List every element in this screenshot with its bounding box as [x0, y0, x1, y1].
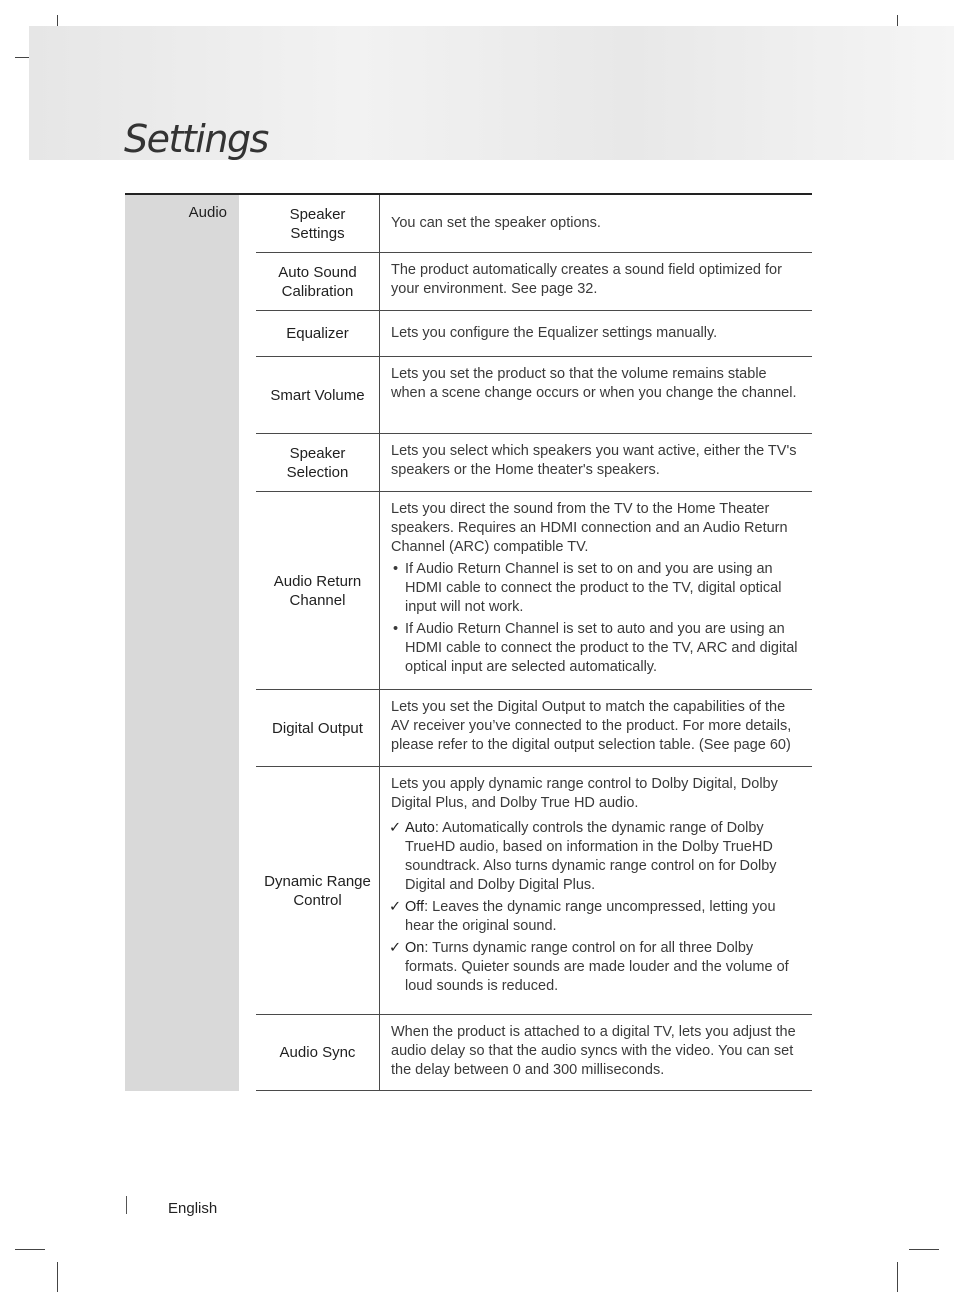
- bullet-list: [391, 560, 804, 677]
- row-description: [380, 1015, 812, 1090]
- row-description: [380, 492, 812, 689]
- row-name: Audio Return Channel: [256, 492, 380, 689]
- row-name: Speaker Selection: [256, 434, 380, 491]
- table-row: [256, 311, 812, 357]
- table-row: [256, 492, 812, 690]
- bullet-item: • If Audio Return Channel is set to auto and you are using an HDMI cable to connect the product to the TV, ARC and digital optical input are selected automatically.: [391, 620, 804, 677]
- row-name: Audio Sync: [256, 1015, 380, 1090]
- table-row: [256, 253, 812, 311]
- row-description: [380, 195, 812, 252]
- row-name: Dynamic Range Control: [256, 767, 380, 1014]
- option-list: [391, 819, 804, 996]
- section-label: Audio: [188, 204, 227, 221]
- footer-language: English: [168, 1200, 218, 1217]
- crop-mark-bottom-left-h: [15, 1249, 45, 1250]
- table-row: [256, 434, 812, 492]
- table-row: [256, 195, 812, 253]
- row-name: Equalizer: [256, 311, 380, 356]
- row-name: Speaker Settings: [256, 195, 380, 252]
- option-term: Auto: [405, 820, 435, 836]
- row-description: [380, 253, 812, 310]
- description-text: Lets you apply dynamic range control to Dolby Digital, Dolby Digital Plus, and Dolby True HD audio.: [391, 776, 778, 811]
- settings-table: [125, 193, 812, 1091]
- option-term: Off: [405, 899, 425, 915]
- description-text: Lets you select which speakers you want active, either the TV's speakers or the Home theater's speakers.: [391, 443, 797, 478]
- option-item-off: [391, 898, 804, 936]
- row-name: Smart Volume: [256, 357, 380, 433]
- crop-mark-bottom-left-v: [57, 1262, 58, 1292]
- description-text: Lets you configure the Equalizer settings manually.: [391, 324, 718, 341]
- description-text: Lets you set the Digital Output to match the capabilities of the AV receiver you’ve connected to the product. For more details, please refer to the digital output selection table. (See page 60): [391, 699, 792, 753]
- option-item-on: [391, 939, 804, 996]
- option-text: : Automatically controls the dynamic range of Dolby TrueHD audio, based on information in the Dolby TrueHD soundtrack. Also turns dynamic range control on for Dolby Digital and Dolby Digital Plus.: [405, 820, 777, 893]
- row-name: Auto Sound Calibration: [256, 253, 380, 310]
- bullet-item: • If Audio Return Channel is set to on and you are using an HDMI cable to connect the product to the TV, digital optical input will not work.: [391, 560, 804, 617]
- table-row: [256, 1015, 812, 1090]
- column-gap: [239, 195, 256, 1091]
- option-text: : Turns dynamic range control on for all three Dolby formats. Quieter sounds are made louder and the volume of loud sounds is reduced.: [405, 940, 789, 994]
- page-title: Settings: [124, 117, 268, 161]
- row-description: [380, 434, 812, 491]
- row-description: [380, 311, 812, 356]
- table-row: [256, 690, 812, 767]
- footer-divider: [126, 1196, 127, 1214]
- section-column: [125, 195, 239, 1091]
- description-text: You can set the speaker options.: [391, 214, 601, 231]
- row-name: Digital Output: [256, 690, 380, 766]
- description-text: The product automatically creates a sound field optimized for your environment. See page 32.: [391, 262, 782, 297]
- option-item-auto: [391, 819, 804, 895]
- row-description: [380, 767, 812, 1014]
- option-text: : Leaves the dynamic range uncompressed, letting you hear the original sound.: [405, 899, 776, 934]
- description-text: Lets you set the product so that the volume remains stable when a scene change occurs or when you change the channel.: [391, 366, 797, 401]
- row-description: [380, 357, 812, 433]
- description-text: When the product is attached to a digital TV, lets you adjust the audio delay so that the audio syncs with the video. You can set the delay between 0 and 300 milliseconds.: [391, 1024, 796, 1078]
- table-row: [256, 357, 812, 434]
- row-description: [380, 690, 812, 766]
- option-term: On: [405, 940, 425, 956]
- crop-mark-bottom-right-h: [909, 1249, 939, 1250]
- table-rows: [256, 195, 812, 1091]
- crop-mark-bottom-right-v: [897, 1262, 898, 1292]
- description-text: Lets you direct the sound from the TV to the Home Theater speakers. Requires an HDMI connection and an Audio Return Channel (ARC) compatible TV.: [391, 501, 788, 555]
- table-row: [256, 767, 812, 1015]
